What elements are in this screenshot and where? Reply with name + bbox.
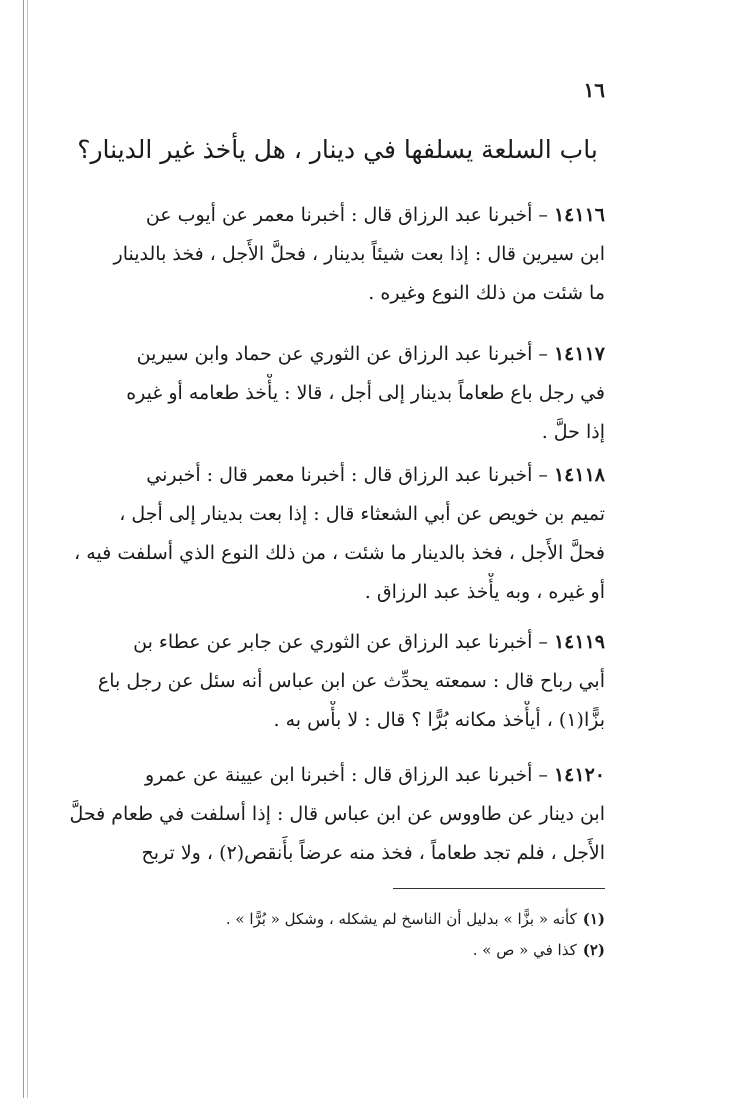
hadith-text: – أخبرنا عبد الرزاق قال : أخبرنا معمر قال : أخبرني — [146, 464, 548, 486]
hadith-line: في رجل باع طعاماً بدينار إلى أجل ، قالا : يأْخذ طعامه أو غيره — [126, 382, 605, 404]
hadith-line: ابن دينار عن طاووس عن ابن عباس قال : إذا أسلفت في طعام فحلَّ — [70, 803, 605, 825]
footnote-mark: (٢) — [582, 941, 605, 959]
footnote — [70, 935, 605, 966]
footnote-text: كأنه « بزًّا » بدليل أن الناسخ لم يشكله ، وشكل « بُرًّا » . — [225, 910, 577, 928]
hadith-text: – أخبرنا عبد الرزاق قال : أخبرنا ابن عيينة عن عمرو — [144, 764, 548, 786]
scan-edge-line — [23, 0, 24, 1098]
hadith-14120 — [70, 756, 605, 873]
hadith-number: ١٤١١٦ — [553, 204, 605, 226]
hadith-line — [70, 335, 605, 374]
hadith-number: ١٤١٢٠ — [553, 764, 605, 786]
hadith-line — [70, 196, 605, 235]
hadith-text: – أخبرنا عبد الرزاق عن الثوري عن جابر عن عطاء بن — [133, 631, 548, 653]
page-number: ١٦ — [583, 78, 605, 102]
chapter-title: باب السلعة يسلفها في دينار ، هل يأخذ غير الدينار؟ — [77, 135, 598, 164]
hadith-text: – أخبرنا عبد الرزاق قال : أخبرنا معمر عن أيوب عن — [145, 204, 548, 226]
book-page — [70, 0, 605, 1098]
scan-edge-line — [27, 0, 28, 1098]
hadith-14117 — [70, 335, 605, 452]
hadith-line: بزًّا(١) ، أيأْخذ مكانه بُرًّا ؟ قال : لا بأْس به . — [273, 709, 605, 731]
hadith-line — [70, 756, 605, 795]
hadith-line: أبي رباح قال : سمعته يحدِّث عن ابن عباس أنه سئل عن رجل باع — [97, 670, 605, 692]
hadith-text: – أخبرنا عبد الرزاق عن الثوري عن حماد وابن سيرين — [136, 343, 548, 365]
hadith-line: ما شئت من ذلك النوع وغيره . — [368, 282, 605, 304]
hadith-line: فحلَّ الأَجل ، فخذ بالدينار ما شئت ، من ذلك النوع الذي أسلفت فيه ، — [74, 542, 605, 564]
hadith-line: إذا حلَّ . — [541, 421, 605, 443]
hadith-number: ١٤١١٧ — [553, 343, 605, 365]
footnote-text: كذا في « ص » . — [472, 941, 577, 959]
hadith-14119 — [70, 623, 605, 740]
footnote-mark: (١) — [582, 910, 605, 928]
hadith-line: أو غيره ، وبه يأْخذ عبد الرزاق . — [364, 581, 605, 603]
footnotes — [70, 904, 605, 966]
hadith-number: ١٤١١٩ — [553, 631, 605, 653]
hadith-14116 — [70, 196, 605, 313]
hadith-line — [70, 623, 605, 662]
footnote-separator — [393, 888, 605, 889]
hadith-number: ١٤١١٨ — [553, 464, 605, 486]
footnote — [70, 904, 605, 935]
hadith-line: الأَجل ، فلم تجد طعاماً ، فخذ منه عرضاً بأَنقص(٢) ، ولا تربح — [141, 842, 605, 864]
hadith-line: ابن سيرين قال : إذا بعت شيئاً بدينار ، فحلَّ الأَجل ، فخذ بالدينار — [113, 243, 605, 265]
hadith-14118 — [70, 456, 605, 612]
hadith-line — [70, 456, 605, 495]
hadith-line: تميم بن خويص عن أبي الشعثاء قال : إذا بعت بدينار إلى أجل ، — [119, 503, 605, 525]
